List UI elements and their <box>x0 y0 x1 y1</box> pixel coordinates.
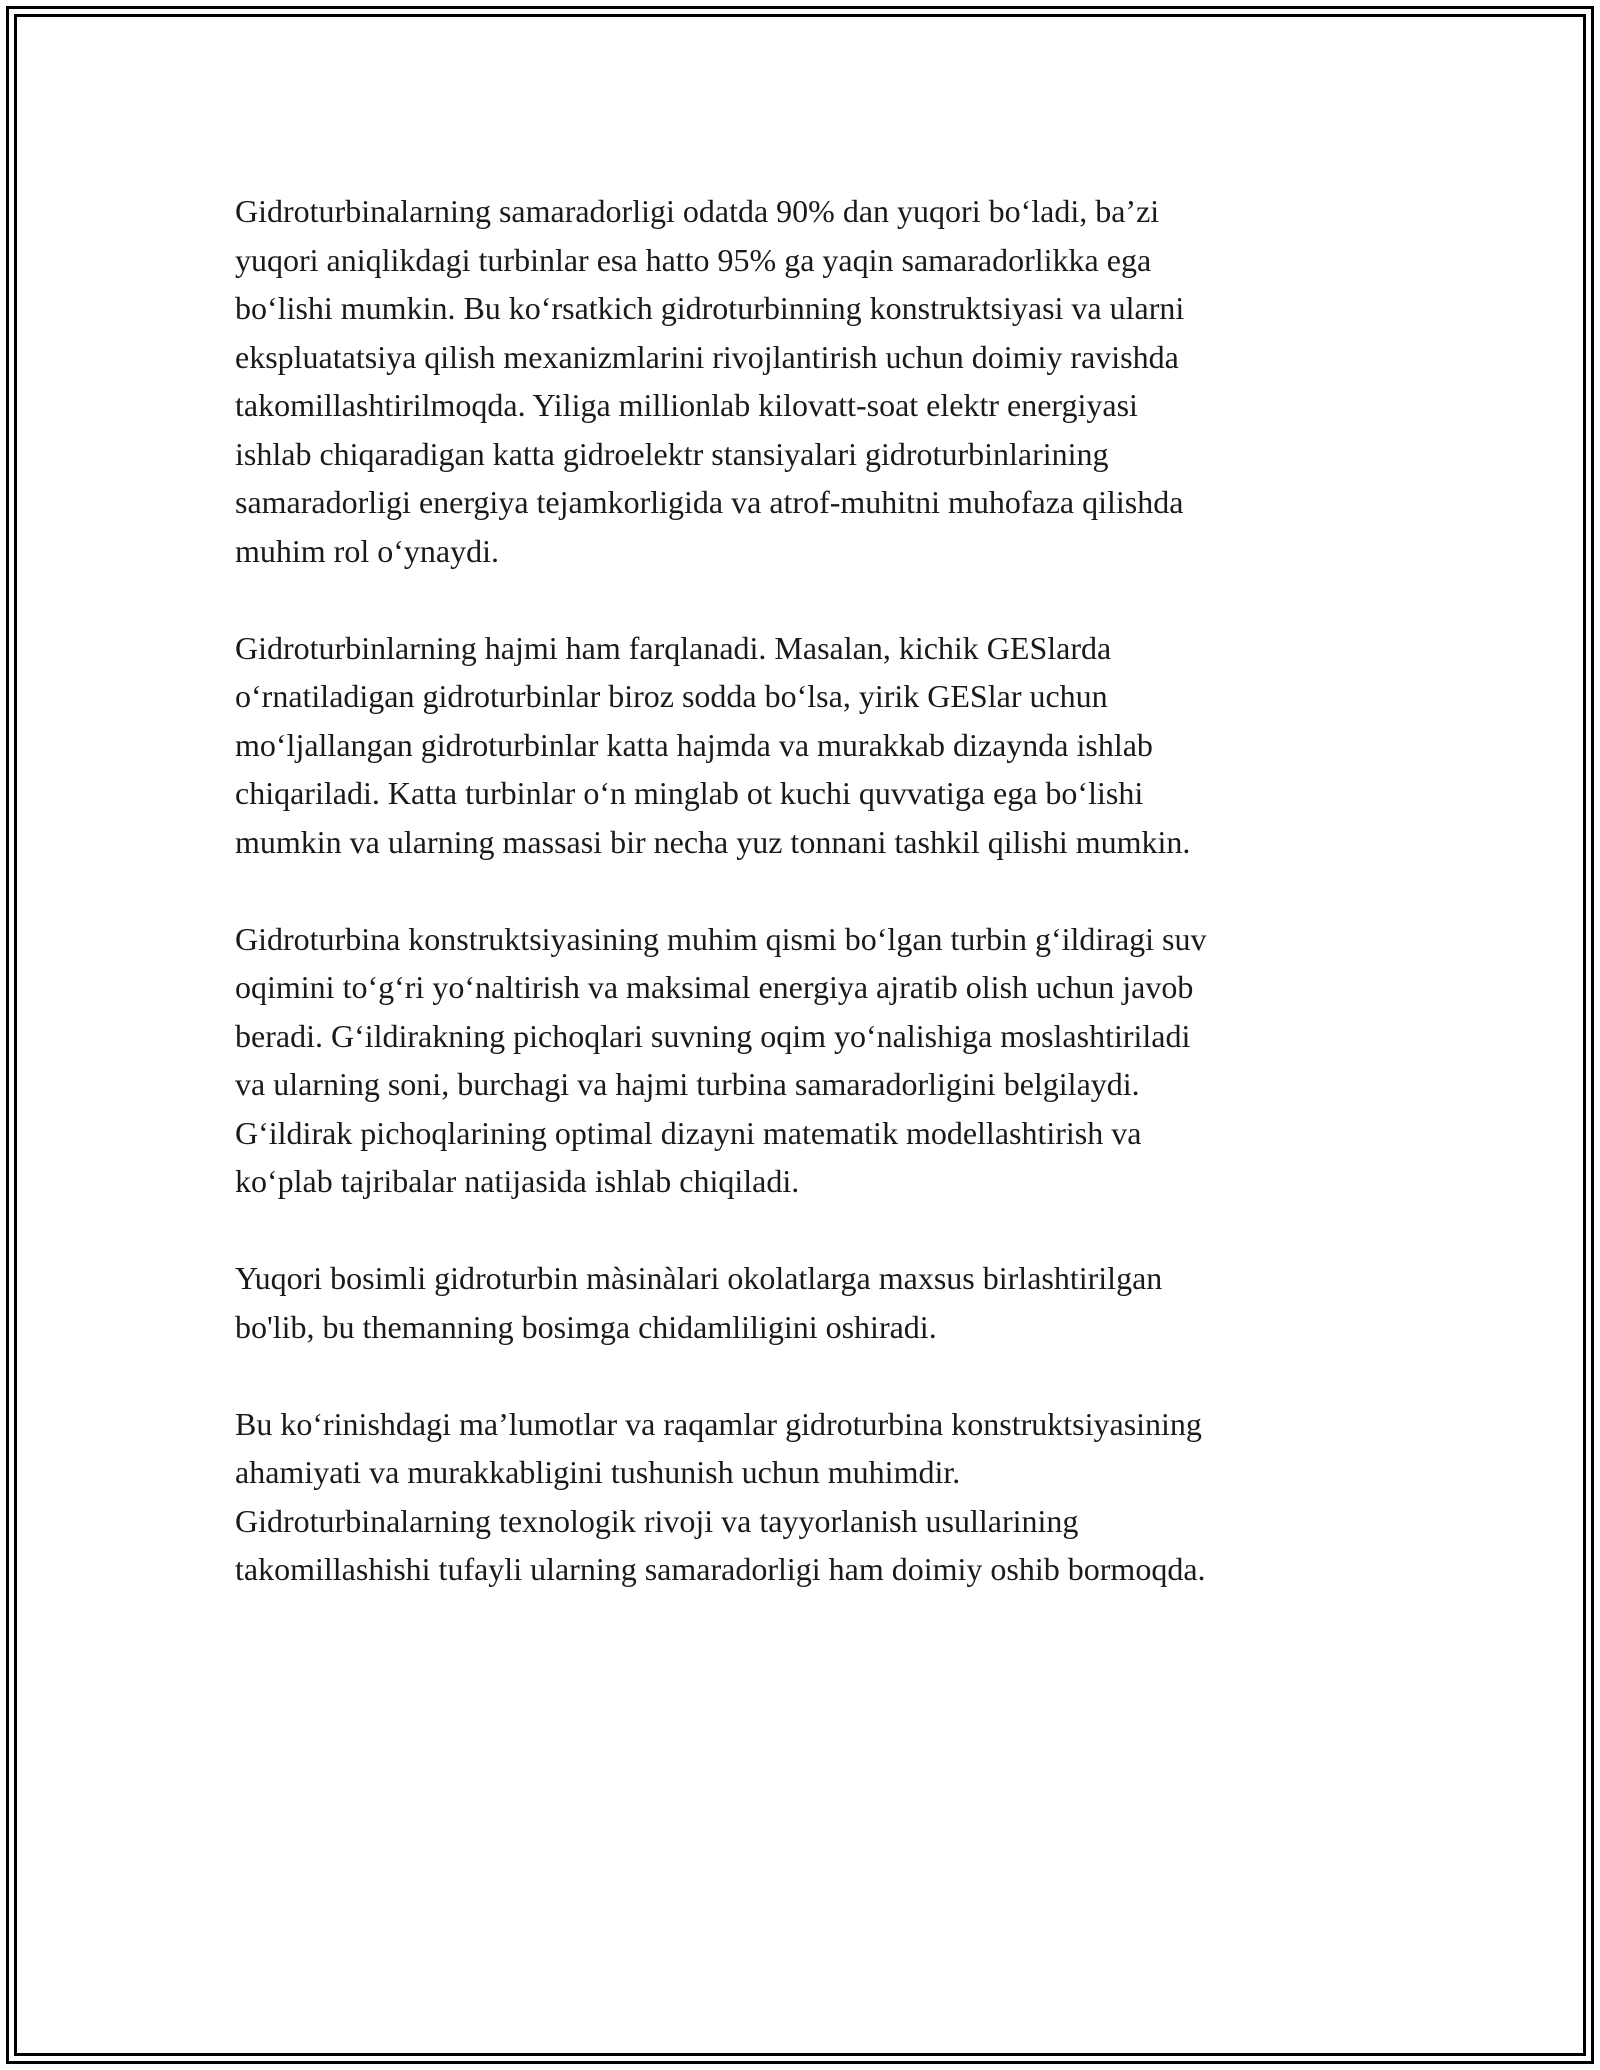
paragraph-efficiency: Gidroturbinalarning samaradorligi odatda 90% dan yuqori bo‘ladi, ba’zi yuqori aniqlikdagi turbinlar esa hatto 95% ga yaqin samaradorlikka ega bo‘lishi mumkin. Bu ko‘rsatkich gidroturbinning konstruktsiyasi va ularni ekspluatatsiya qilish mexanizmlarini rivojlantirish uchun doimiy ravishda takomillashtirilmoqda. Yiliga millionlab kilovatt-soat elektr energiyasi ishlab chiqaradigan katta gidroelektr stansiyalari gidroturbinlarining samaradorligi energiya tejamkorligida va atrof-muhitni muhofaza qilishda muhim rol o‘ynaydi. <box>235 193 1185 569</box>
paragraph-high-pressure: Yuqori bosimli gidroturbin màsinàlari okolatlarga maxsus birlashtirilgan bo'lib, bu themanning bosimga chidamliligini oshiradi. <box>235 1260 1163 1345</box>
document-body <box>235 187 1365 1642</box>
paragraph-size: Gidroturbinlarning hajmi ham farqlanadi. Masalan, kichik GESlarda o‘rnatiladigan gidroturbinlar biroz sodda bo‘lsa, yirik GESlar uchun mo‘ljallangan gidroturbinlar katta hajmda va murakkab dizaynda ishlab chiqariladi. Katta turbinlar o‘n minglab ot kuchi quvvatiga ega bo‘lishi mumkin va ularning massasi bir necha yuz tonnani tashkil qilishi mumkin. <box>235 629 1191 860</box>
paragraph-conclusion: Bu ko‘rinishdagi ma’lumotlar va raqamlar gidroturbina konstruktsiyasining ahamiyati va murakkabligini tushunish uchun muhimdir. Gidroturbinalarning texnologik rivoji va tayyorlanish usullarining takomillashishi tufayli ularning samaradorligi ham doimiy oshib bormoqda. <box>235 1405 1206 1587</box>
paragraph-runner: Gidroturbina konstruktsiyasining muhim qismi bo‘lgan turbin g‘ildiragi suv oqimini to‘g‘ri yo‘naltirish va maksimal energiya ajratib olish uchun javob beradi. G‘ildirakning pichoqlari suvning oqim yo‘nalishiga moslashtiriladi va ularning soni, burchagi va hajmi turbina samaradorligini belgilaydi. G‘ildirak pichoqlarining optimal dizayni matematik modellashtirish va ko‘plab tajribalar natijasida ishlab chiqiladi. <box>235 920 1207 1199</box>
